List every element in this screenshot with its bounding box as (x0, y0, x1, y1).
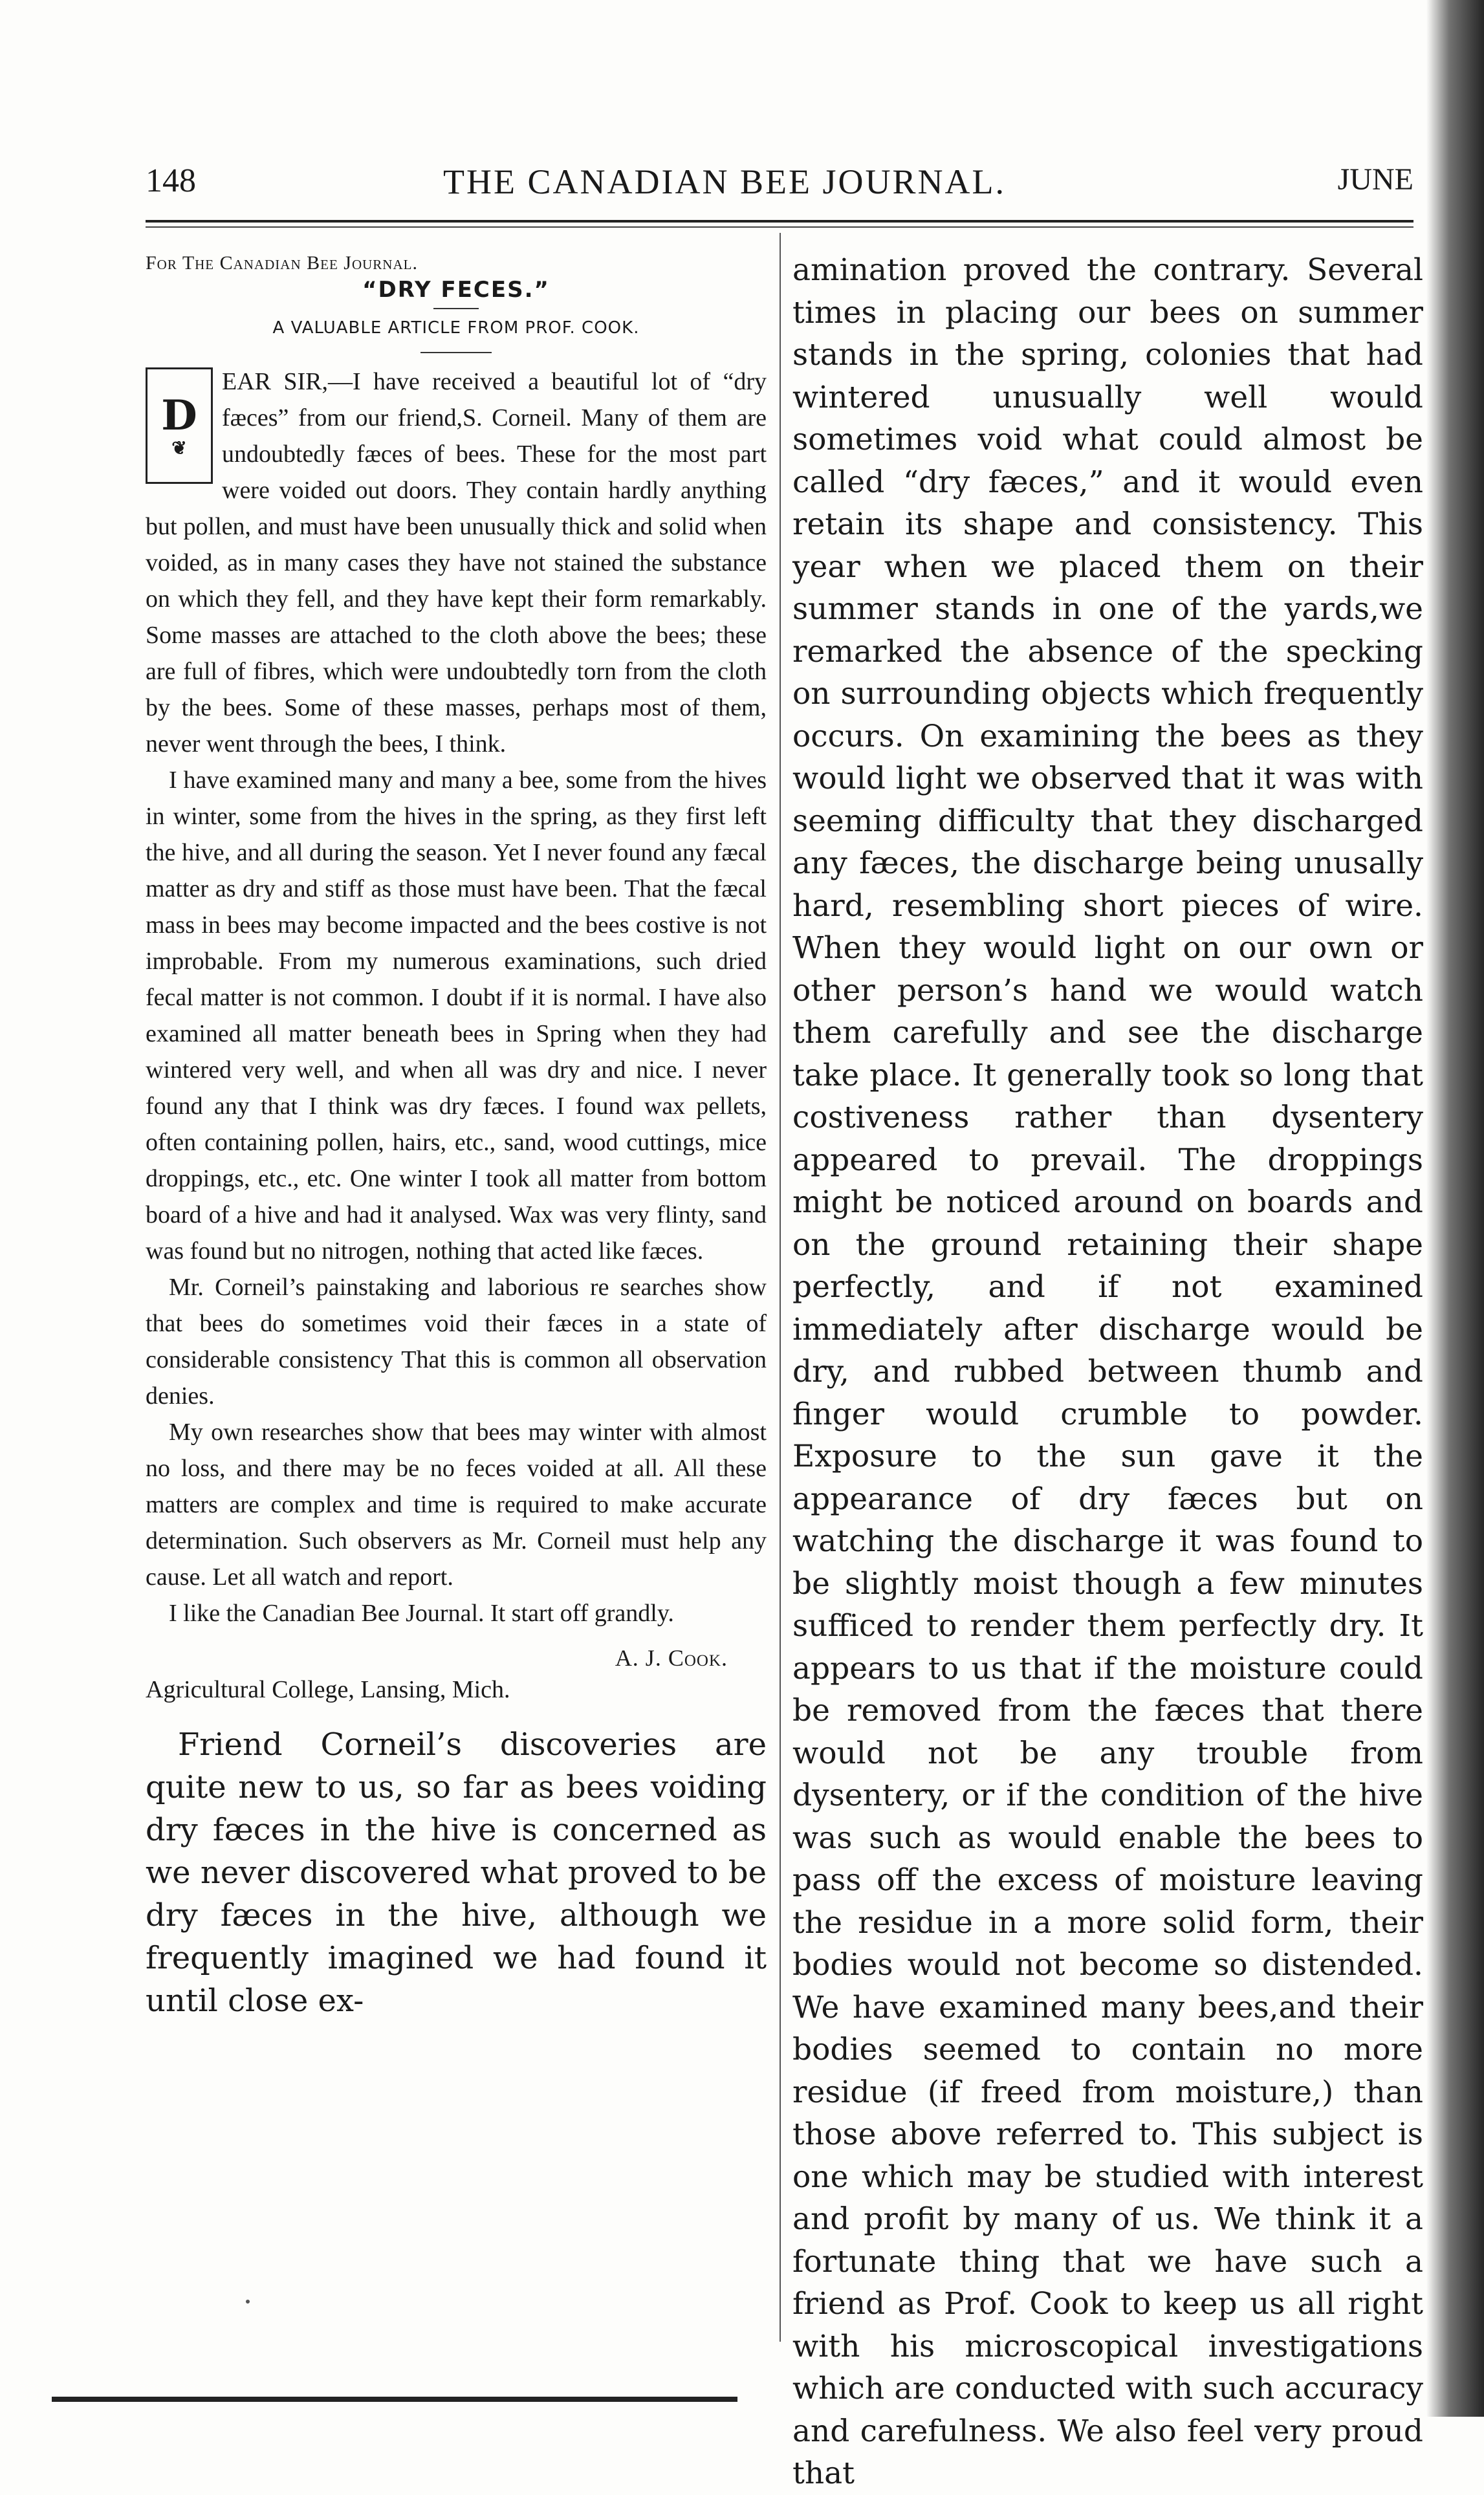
author-affiliation: Agricultural College, Lansing, Mich. (146, 1676, 510, 1703)
editorial-paragraph-continued: amination proved the contrary. Several times in placing our bees on summer stands in the spring, colonies that had wintered unusually well would sometimes void what could almost be called “dry fæces,” and it would even retain its shape and consistency. This year when we placed them on their summer stands in one of the yards,we remarked the absence of the specking on surrounding objects which frequently occurs. On examining the bees as they would light we observed that it was with seeming difficulty that they discharged any fæces, the discharge being unusally hard, resembling short pieces of wire. When they would light on our own or other person’s hand we would watch them carefully and see the discharge take place. It generally took so long that costiveness rather than dysentery appeared to prevail. The droppings might be noticed around on boards and on the ground retaining their shape perfectly, and if not examined immediately after discharge would be dry, and rubbed between thumb and finger would crumble to powder. Exposure to the sun gave it the appearance of dry fæces but on watching the discharge it was found to be slightly moist though a few minutes sufficed to render them perfectly dry. It appears to us that if the moisture could be removed from the fæces that there would not be any trouble from dysentery, or if the condition of the hive was such as would enable the bees to pass off the excess of moisture leaving the residue in a more solid form, their bodies would not become so distended. We have examined many bees,and their bodies seemed to contain no more residue (if freed from moisture,) than those above referred to. This subject is one which may be studied with interest and profit by many of us. We think it a fortunate thing that we have such a friend as Prof. Cook to keep us all right with his microscopical investigations which are conducted with such accuracy and carefulness. We also feel very proud that (792, 252, 1423, 2491)
first-paragraph-block (146, 364, 767, 762)
editorial-paragraph-start: Friend Corneil’s discoveries are quite new to us, so far as bees voiding dry fæces in the hive is concerned as we never discovered what proved to be dry fæces in the hive, although we frequently imagined we had found it until close ex- (146, 1727, 767, 2019)
article-paragraph-5: I like the Canadian Bee Journal. It start off grandly. (169, 1600, 674, 1627)
article-subhead: A VALUABLE ARTICLE FROM PROF. COOK. (272, 318, 640, 338)
article-kicker: For The Canadian Bee Journal. (146, 252, 418, 274)
running-header (146, 162, 1413, 207)
headline-rule (433, 308, 479, 309)
scan-edge-shadow (1426, 0, 1484, 2417)
author-signature: A. J. Cook. (615, 1645, 728, 1671)
article-paragraph-3: Mr. Corneil’s painstaking and laborious re searches show that bees do sometimes void their fæces in a state of considerable consistency That this is common all observation denies. (146, 1274, 767, 1410)
article-headline: “DRY FECES.” (362, 277, 550, 303)
column-divider (780, 233, 781, 2342)
dropcap-ornament-icon: ❦ (171, 437, 187, 459)
left-column (146, 252, 767, 2022)
article-paragraph-2: I have examined many and many a bee, some from the hives in winter, some from the hives in the spring, as they first left the hive, and all during the season. Yet I never found any fæcal matter as dry and stiff as those must have been. That the fæcal mass in bees may become impacted and the bees costive is not improbable. From my numerous examinations, such dried fecal matter is not common. I doubt if it is normal. I have also examined all matter beneath bees in Spring when they had wintered very well, and when all was dry and nice. I never found any that I think was dry fæces. I found wax pellets, often containing pollen, hairs, etc., sand, wood cuttings, mice droppings, etc., etc. One winter I took all matter from bottom board of a hive and had it analysed. Wax was very flinty, sand was found but no nitrogen, nothing that acted like fæces. (146, 767, 767, 1265)
scan-speck (246, 2300, 250, 2304)
journal-title: THE CANADIAN BEE JOURNAL. (443, 162, 1006, 201)
right-column (792, 249, 1423, 2495)
article-paragraph-1: EAR SIR,—I have received a beautiful lot of “dry fæces” from our friend,S. Corneil. Many of them are undoubtedly fæces of bees. These for the most part were voided out doors. They contain hardly anything but pollen, and must have been unusually thick and solid when voided, as in many cases they have not stained the substance on which they fell, and they have kept their form remarkably. Some masses are attached to the cloth above the bees; these are full of fibres, which were undoubtedly torn from the cloth by the bees. Some of these masses, perhaps most of them, never went through the bees, I think. (146, 368, 767, 757)
article-paragraph-4: My own researches show that bees may winter with almost no loss, and there may be no feces voided at all. All these matters are complex and time is required to make accurate determination. Such observers as Mr. Corneil must help any cause. Let all watch and report. (146, 1419, 767, 1591)
issue-month: JUNE (1337, 162, 1413, 197)
header-rule (146, 220, 1413, 223)
dropcap-initial (146, 367, 213, 484)
dropcap-letter: D (161, 391, 197, 440)
subhead-rule (420, 352, 492, 353)
page-number: 148 (146, 162, 196, 199)
header-rule-thin (146, 226, 1413, 228)
bottom-rule (52, 2397, 737, 2402)
